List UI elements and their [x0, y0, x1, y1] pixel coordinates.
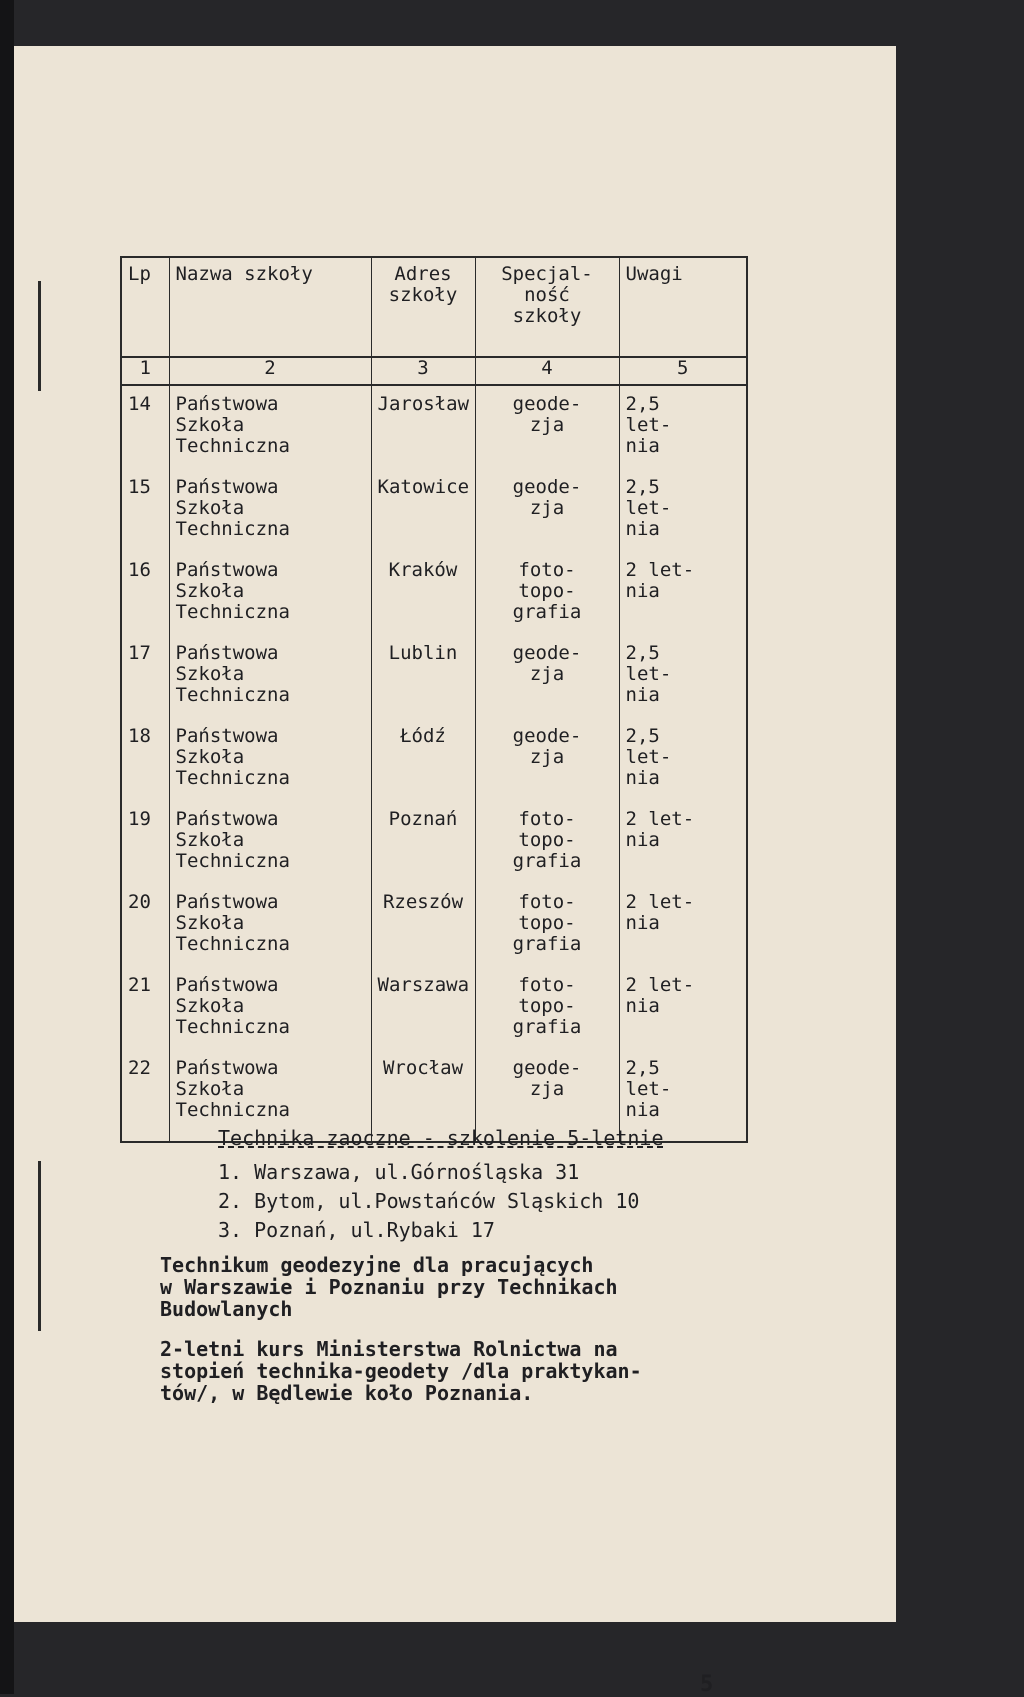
school-name	[169, 560, 371, 643]
specialty-line: grafia	[512, 850, 582, 872]
specialty-line: zja	[529, 746, 565, 768]
school-address: Kraków	[371, 560, 475, 643]
header-line: ność	[524, 284, 570, 306]
school-address: Jarosław	[371, 385, 475, 477]
row-number: 14	[121, 385, 169, 477]
remarks-line: 2,5	[625, 725, 660, 747]
remarks	[619, 726, 747, 809]
school-name-line: Szkoła	[175, 912, 245, 934]
school-address: Wrocław	[371, 1058, 475, 1142]
remarks	[619, 975, 747, 1058]
page-number: 5	[700, 1672, 714, 1697]
specialty-line: topo-	[518, 912, 576, 934]
paragraph-line: w Warszawie i Poznaniu przy Technikach	[160, 1275, 618, 1299]
specialty-line: foto-	[518, 891, 576, 913]
remarks-line: 2,5	[625, 1057, 660, 1079]
school-name-line: Techniczna	[175, 767, 290, 789]
margin-bracket-top	[38, 281, 41, 391]
table-row	[121, 726, 747, 809]
table-row	[121, 477, 747, 560]
schools-table	[120, 256, 748, 1143]
table-row	[121, 560, 747, 643]
table-body	[121, 385, 747, 1142]
column-number: 2	[169, 357, 371, 385]
specialty-line: topo-	[518, 829, 576, 851]
school-specialty	[475, 892, 619, 975]
school-specialty	[475, 975, 619, 1058]
list-item: 1. Warszawa, ul.Górnośląska 31	[218, 1160, 580, 1184]
remarks-line: 2 let-	[625, 891, 695, 913]
school-name-line: Techniczna	[175, 850, 290, 872]
header-line: Uwagi	[625, 263, 683, 285]
specialty-line: geode-	[512, 642, 582, 664]
school-name-line: Techniczna	[175, 684, 290, 706]
remarks-line: 2 let-	[625, 974, 695, 996]
school-specialty	[475, 726, 619, 809]
table-row	[121, 892, 747, 975]
remarks-line: nia	[625, 995, 660, 1017]
header-line: Nazwa szkoły	[175, 263, 313, 285]
school-name-line: Techniczna	[175, 601, 290, 623]
school-name-line: Państwowa	[175, 974, 279, 996]
school-specialty	[475, 477, 619, 560]
remarks	[619, 560, 747, 643]
school-address: Katowice	[371, 477, 475, 560]
remarks-line: nia	[625, 912, 660, 934]
remarks-line: nia	[625, 580, 660, 602]
remarks-line: let-	[625, 1078, 672, 1100]
column-number: 3	[371, 357, 475, 385]
specialty-line: foto-	[518, 559, 576, 581]
header-line: szkoły	[512, 305, 582, 327]
specialty-line: grafia	[512, 1016, 582, 1038]
row-number: 17	[121, 643, 169, 726]
row-number: 16	[121, 560, 169, 643]
school-name-line: Państwowa	[175, 891, 279, 913]
school-name	[169, 385, 371, 477]
school-name-line: Techniczna	[175, 1016, 290, 1038]
school-name-line: Szkoła	[175, 746, 245, 768]
remarks	[619, 809, 747, 892]
header-lp	[121, 257, 169, 357]
remarks-line: 2,5	[625, 476, 660, 498]
header-specialty	[475, 257, 619, 357]
school-address: Poznań	[371, 809, 475, 892]
specialty-line: topo-	[518, 580, 576, 602]
school-specialty	[475, 809, 619, 892]
school-name-line: Państwowa	[175, 808, 279, 830]
remarks-line: nia	[625, 435, 660, 457]
remarks-line: let-	[625, 746, 672, 768]
school-address: Warszawa	[371, 975, 475, 1058]
row-number: 20	[121, 892, 169, 975]
specialty-line: foto-	[518, 808, 576, 830]
table-row	[121, 809, 747, 892]
remarks	[619, 385, 747, 477]
specialty-line: zja	[529, 663, 565, 685]
row-number: 19	[121, 809, 169, 892]
table-row	[121, 975, 747, 1058]
school-name-line: Szkoła	[175, 995, 245, 1017]
specialty-line: foto-	[518, 974, 576, 996]
table-header-row	[121, 257, 747, 357]
scan-edge	[0, 0, 14, 1694]
specialty-line: geode-	[512, 393, 582, 415]
school-name	[169, 809, 371, 892]
school-address: Rzeszów	[371, 892, 475, 975]
paragraph-line: stopień technika-geodety /dla praktykan-	[160, 1359, 642, 1383]
remarks	[619, 892, 747, 975]
header-line: szkoły	[388, 284, 458, 306]
remarks-line: nia	[625, 767, 660, 789]
school-name-line: Państwowa	[175, 559, 279, 581]
school-name-line: Techniczna	[175, 933, 290, 955]
school-name-line: Państwowa	[175, 725, 279, 747]
remarks	[619, 643, 747, 726]
header-address	[371, 257, 475, 357]
school-specialty	[475, 385, 619, 477]
paragraph-line: 2-letni kurs Ministerstwa Rolnictwa na	[160, 1337, 618, 1361]
column-number-row	[121, 357, 747, 385]
header-line: Lp	[128, 263, 151, 285]
row-number: 18	[121, 726, 169, 809]
column-number: 5	[619, 357, 747, 385]
remarks-line: let-	[625, 497, 672, 519]
row-number: 21	[121, 975, 169, 1058]
table-row	[121, 385, 747, 477]
school-address: Łódź	[371, 726, 475, 809]
header-line: Adres	[394, 263, 452, 285]
list-item: 3. Poznań, ul.Rybaki 17	[218, 1218, 495, 1242]
school-name	[169, 643, 371, 726]
remarks-line: 2 let-	[625, 808, 695, 830]
school-name-line: Państwowa	[175, 393, 279, 415]
header-school-name	[169, 257, 371, 357]
school-name-line: Szkoła	[175, 414, 245, 436]
remarks	[619, 477, 747, 560]
table-row	[121, 643, 747, 726]
school-name	[169, 726, 371, 809]
school-name-line: Państwowa	[175, 476, 279, 498]
remarks-line: let-	[625, 414, 672, 436]
school-name-line: Techniczna	[175, 435, 290, 457]
school-name	[169, 975, 371, 1058]
document-page	[14, 46, 896, 1697]
school-name-line: Szkoła	[175, 497, 245, 519]
paragraph-line: Budowlanych	[160, 1297, 293, 1321]
school-name	[169, 892, 371, 975]
header-remarks	[619, 257, 747, 357]
margin-bracket-bottom	[38, 1161, 41, 1331]
remarks-line: 2,5	[625, 393, 660, 415]
row-number: 15	[121, 477, 169, 560]
school-specialty	[475, 560, 619, 643]
school-name-line: Szkoła	[175, 829, 245, 851]
school-name-line: Państwowa	[175, 642, 279, 664]
section-title: Technika zaoczne - szkolenie 5-letnie	[218, 1126, 664, 1150]
specialty-line: grafia	[512, 601, 582, 623]
specialty-line: geode-	[512, 1057, 582, 1079]
column-number: 1	[121, 357, 169, 385]
specialty-line: zja	[529, 414, 565, 436]
remarks-line: 2,5	[625, 642, 660, 664]
remarks-line: 2 let-	[625, 559, 695, 581]
school-name-line: Szkoła	[175, 663, 245, 685]
school-specialty	[475, 643, 619, 726]
school-name-line: Szkoła	[175, 580, 245, 602]
paragraph-technikum	[160, 1254, 618, 1320]
header-line: Specjal-	[501, 263, 593, 285]
address-list	[218, 1158, 639, 1245]
paragraph-course	[160, 1338, 642, 1404]
specialty-line: zja	[529, 1078, 565, 1100]
specialty-line: geode-	[512, 725, 582, 747]
column-number: 4	[475, 357, 619, 385]
list-item: 2. Bytom, ul.Powstańców Sląskich 10	[218, 1189, 640, 1213]
remarks-line: nia	[625, 684, 660, 706]
row-number: 22	[121, 1058, 169, 1142]
remarks-line: let-	[625, 663, 672, 685]
school-name-line: Szkoła	[175, 1078, 245, 1100]
school-name-line: Techniczna	[175, 518, 290, 540]
specialty-line: zja	[529, 497, 565, 519]
school-name	[169, 477, 371, 560]
specialty-line: grafia	[512, 933, 582, 955]
remarks-line: nia	[625, 1099, 660, 1121]
remarks-line: nia	[625, 518, 660, 540]
remarks-line: nia	[625, 829, 660, 851]
school-address: Lublin	[371, 643, 475, 726]
specialty-line: geode-	[512, 476, 582, 498]
school-name-line: Techniczna	[175, 1099, 290, 1121]
school-name-line: Państwowa	[175, 1057, 279, 1079]
specialty-line: topo-	[518, 995, 576, 1017]
paragraph-line: tów/, w Będlewie koło Poznania.	[160, 1381, 534, 1405]
paragraph-line: Technikum geodezyjne dla pracujących	[160, 1253, 594, 1277]
